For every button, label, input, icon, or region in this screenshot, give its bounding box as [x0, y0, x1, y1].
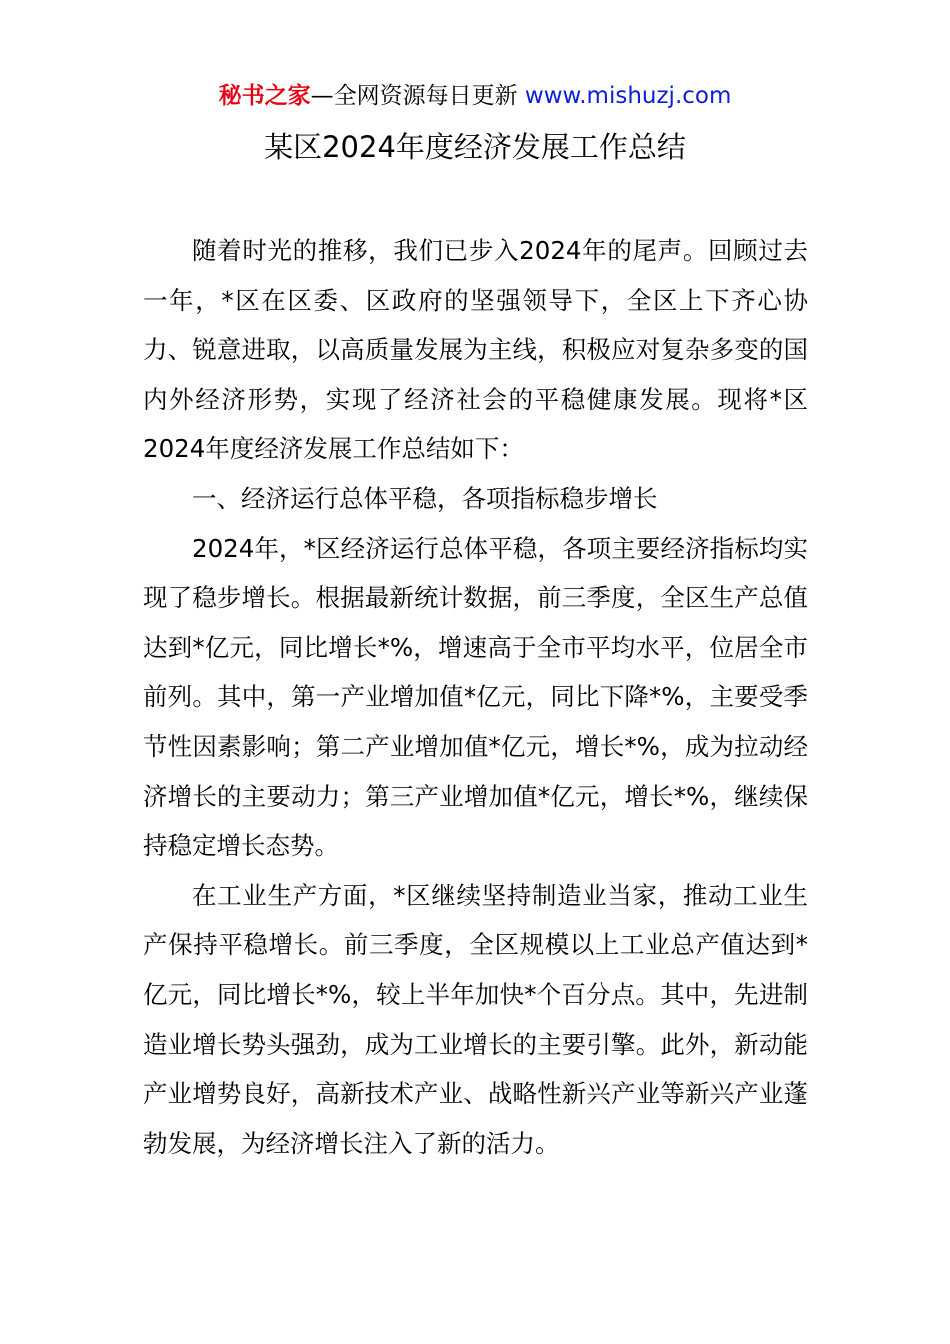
industry-paragraph: 在工业生产方面，*区继续坚持制造业当家，推动工业生产保持平稳增长。前三季度，全区规模以上工业总产值达到*亿元，同比增长*%，较上半年加快*个百分点。其中，先进制造业增长势头强劲，成为工业增长的主要引擎。此外，新动能产业增势良好，高新技术产业、战略性新兴产业等新兴产业蓬勃发展，为经济增长注入了新的活力。 [143, 880, 808, 1158]
economy-paragraph: 2024年，*区经济运行总体平稳，各项主要经济指标均实现了稳步增长。根据最新统计数据，前三季度，全区生产总值达到*亿元，同比增长*%，增速高于全市平均水平，位居全市前列。其中，第一产业增加值*亿元，同比下降*%，主要受季节性因素影响；第二产业增加值*亿元，增长*%，成为拉动经济增长的主要动力；第三产业增加值*亿元，增长*%，继续保持稳定增长态势。 [143, 533, 808, 861]
site-header [0, 80, 950, 112]
brand-name: 秘书之家 [218, 83, 311, 109]
document-body [143, 226, 808, 1168]
document-title: 某区2024年度经济发展工作总结 [264, 130, 686, 164]
section-heading: 一、经济运行总体平稳，各项指标稳步增长 [192, 483, 658, 513]
intro-paragraph: 随着时光的推移，我们已步入2024年的尾声。回顾过去一年，*区在区委、区政府的坚强领导下，全区上下齐心协力、锐意进取，以高质量发展为主线，积极应对复杂多变的国内外经济形势，实现了经济社会的平稳健康发展。现将*区2024年度经济发展工作总结如下： [143, 236, 808, 464]
header-tagline: —全网资源每日更新 [310, 83, 525, 109]
site-url-link[interactable]: www.mishuzj.com [524, 83, 732, 109]
